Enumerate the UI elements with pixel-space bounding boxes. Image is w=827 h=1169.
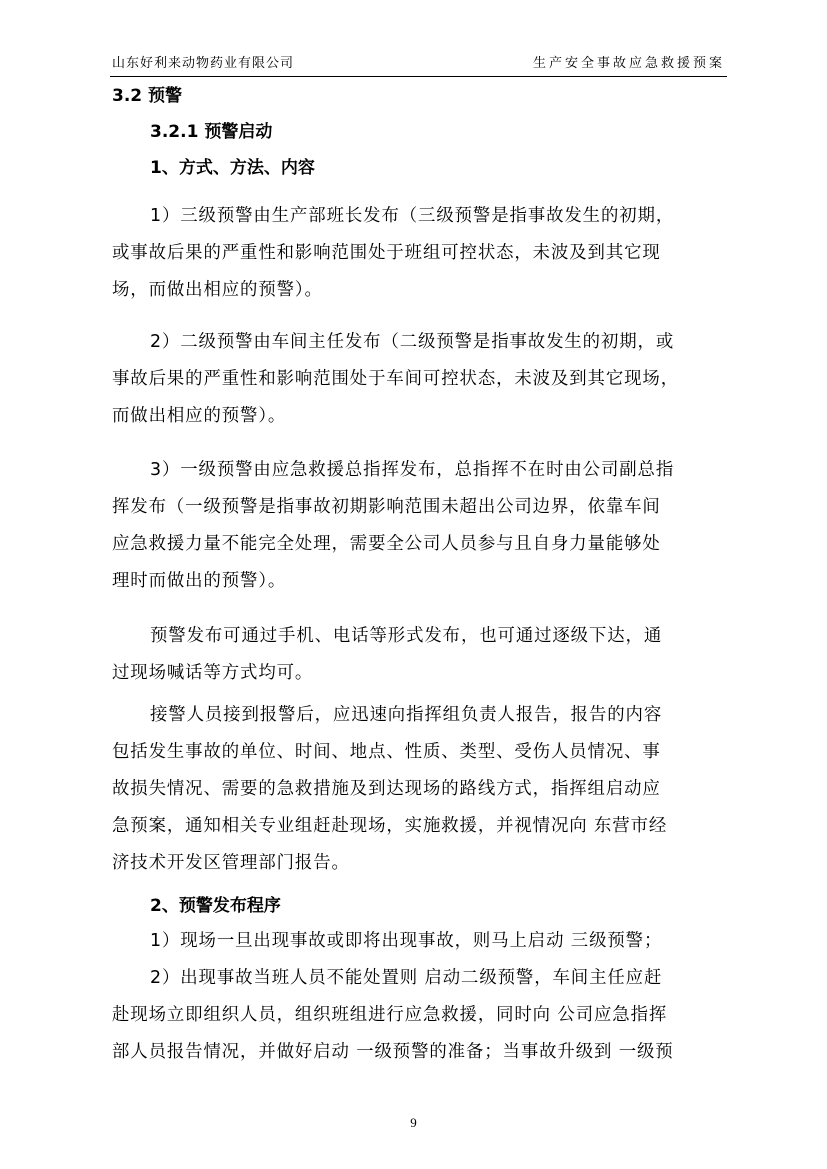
header-divider — [110, 76, 727, 77]
paragraph-line: 部人员报告情况，并做好启动 一级预警的准备；当事故升级到 一级预 — [112, 1042, 674, 1062]
paragraph-line: 而做出相应的预警）。 — [112, 406, 287, 426]
header-company-name: 山东好利来动物药业有限公司 — [112, 56, 295, 71]
paragraph-line: 预警发布可通过手机、电话等形式发布，也可通过逐级下达，通 — [150, 626, 663, 646]
paragraph-line: 包括发生事故的单位、时间、地点、性质、类型、受伤人员情况、事 — [112, 742, 661, 762]
page-number: 9 — [410, 1115, 417, 1130]
paragraph-line: 赴现场立即组织人员，组织班组进行应急救援，同时向 公司应急指挥 — [112, 1005, 668, 1025]
paragraph-line: 1）现场一旦出现事故或即将出现事故，则马上启动 三级预警； — [150, 931, 663, 951]
paragraph-line: 2）出现事故当班人员不能处置则 启动二级预警，车间主任应赶 — [150, 968, 663, 988]
paragraph-line: 应急救援力量不能完全处理，需要全公司人员参与且自身力量能够处 — [112, 534, 661, 554]
header-document-title: 生产安全事故应急救援预案 — [532, 56, 725, 71]
paragraph-line: 过现场喊话等方式均可。 — [112, 663, 314, 683]
subsection-heading: 3.2.1 预警启动 — [150, 122, 273, 142]
item-heading-procedure: 2、预警发布程序 — [150, 896, 281, 916]
paragraph-line: 场，而做出相应的预警）。 — [112, 280, 323, 300]
paragraph-line: 3）一级预警由应急救援总指挥发布，总指挥不在时由公司副总指 — [150, 460, 675, 480]
paragraph-line: 急预案，通知相关专业组赶赴现场，实施救援，并视情况向 东营市经 — [112, 816, 668, 836]
paragraph-line: 事故后果的严重性和影响范围处于车间可控状态，未波及到其它现场， — [112, 369, 680, 389]
paragraph-line: 接警人员接到报警后，应迅速向指挥组负责人报告，报告的内容 — [150, 705, 663, 725]
item-heading-methods: 1、方式、方法、内容 — [150, 158, 315, 178]
page-header — [110, 52, 727, 76]
paragraph-line: 故损失情况、需要的急救措施及到达现场的路线方式，指挥组启动应 — [112, 779, 661, 799]
section-heading: 3.2 预警 — [112, 86, 183, 106]
paragraph-line: 1）三级预警由生产部班长发布（三级预警是指事故发生的初期， — [150, 206, 675, 226]
paragraph-line: 2）二级预警由车间主任发布（二级预警是指事故发生的初期，或 — [150, 332, 675, 352]
paragraph-line: 或事故后果的严重性和影响范围处于班组可控状态，未波及到其它现 — [112, 243, 661, 263]
paragraph-line: 理时而做出的预警）。 — [112, 571, 287, 591]
paragraph-line: 挥发布（一级预警是指事故初期影响范围未超出公司边界，依靠车间 — [112, 497, 661, 517]
paragraph-line: 济技术开发区管理部门报告。 — [112, 853, 350, 873]
